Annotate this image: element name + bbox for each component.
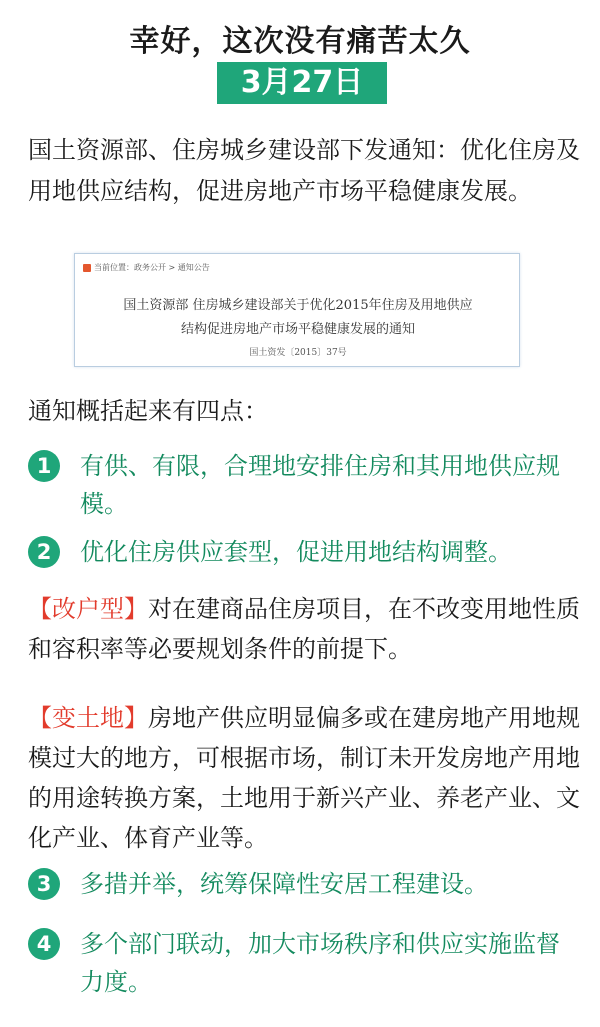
document-title-line-1: 国土资源部 住房城乡建设部关于优化2015年住房及用地供应 xyxy=(123,298,473,313)
document-number: 国土资发〔2015〕37号 xyxy=(249,348,347,358)
note-change-layout xyxy=(28,589,584,669)
location-icon xyxy=(83,264,91,272)
document-breadcrumb-text: 当前位置：政务公开 > 通知公告 xyxy=(94,263,210,272)
note-text-change-land: 房地产供应明显偏多或在建房地产用地规模过大的地方，可根据市场，制订未开发房地产用地的用途转换方案，土地用于新兴产业、养老产业、文化产业、体育产业等。 xyxy=(28,704,580,852)
document-breadcrumb xyxy=(83,262,210,273)
point-2 xyxy=(28,533,580,571)
document-title xyxy=(75,294,521,342)
date-badge: 3月27日 xyxy=(217,62,387,104)
number-badge-4: 4 xyxy=(28,928,60,960)
notice-document-screenshot xyxy=(74,253,520,367)
point-4-text: 多个部门联动，加大市场秩序和供应实施监督力度。 xyxy=(80,930,560,996)
note-tag-change-layout: 【改户型】 xyxy=(28,595,148,623)
point-3 xyxy=(28,865,580,903)
point-4 xyxy=(28,925,580,1001)
number-badge-3: 3 xyxy=(28,868,60,900)
document-title-line-2: 结构促进房地产市场平稳健康发展的通知 xyxy=(180,322,415,337)
point-1 xyxy=(28,447,580,523)
point-1-text: 有供、有限，合理地安排住房和其用地供应规模。 xyxy=(80,452,560,518)
point-3-text: 多措并举，统筹保障性安居工程建设。 xyxy=(80,870,488,898)
intro-paragraph: 国土资源部、住房城乡建设部下发通知：优化住房及用地供应结构，促进房地产市场平稳健康发展。 xyxy=(28,136,580,205)
page-title: 幸好，这次没有痛苦太久 xyxy=(129,24,471,59)
number-badge-1: 1 xyxy=(28,450,60,482)
summary-heading: 通知概括起来有四点： xyxy=(28,397,268,425)
point-2-text: 优化住房供应套型，促进用地结构调整。 xyxy=(80,538,512,566)
note-tag-change-land: 【变土地】 xyxy=(28,704,148,732)
note-change-land xyxy=(28,698,584,858)
number-badge-2: 2 xyxy=(28,536,60,568)
note-text-change-layout: 对在建商品住房项目，在不改变用地性质和容积率等必要规划条件的前提下。 xyxy=(28,595,580,663)
